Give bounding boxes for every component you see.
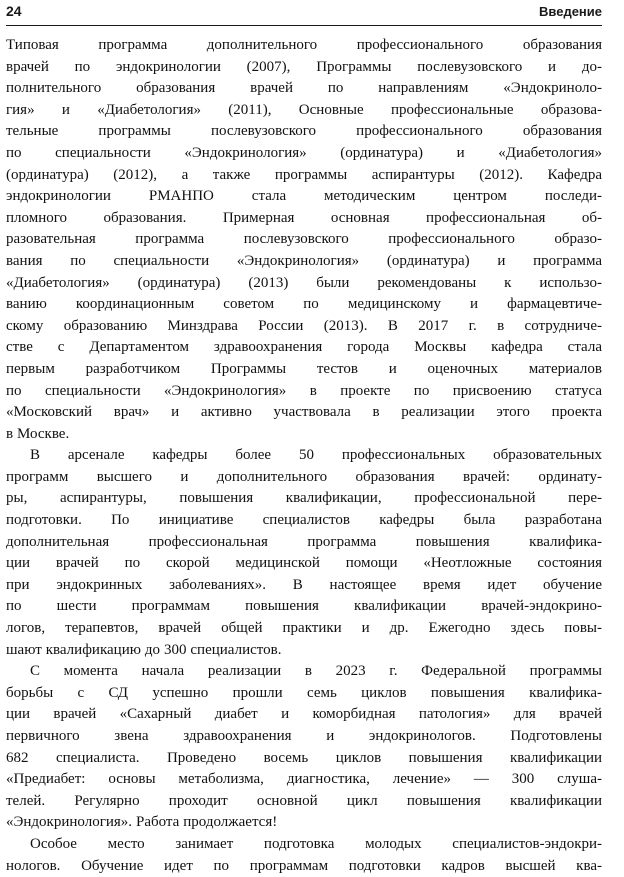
text-line: Типовая программа дополнительного профессионального образования	[6, 37, 602, 53]
text-line: «Эндокринология». Работа продолжается!	[6, 814, 278, 831]
text-line: Особое место занимает подготовка молодых специалистов-эндокри-	[30, 835, 602, 852]
text-line: программ высшего и дополнительного образования врачей: ординату-	[6, 468, 602, 485]
text-line: подготовки. По инициативе специалистов кафедры была разработана	[6, 512, 602, 529]
text-line: «Диабетология» (ординатура) (2013) были рекомендованы к использо-	[6, 274, 602, 291]
text-line: врачей по эндокринологии (2007), Программы послевузовского и до-	[6, 58, 602, 75]
text-line: (ординатура) (2012), а также программы аспирантуры (2012). Кафедра	[6, 166, 602, 183]
text-line: В арсенале кафедры более 50 профессиональных образовательных	[30, 447, 602, 464]
text-line: полнительного образования врачей по направлениям «Эндокриноло-	[6, 80, 602, 97]
text-line: логов, терапевтов, врачей общей практики и др. Ежегодно здесь повы-	[6, 620, 602, 637]
paragraph	[6, 834, 602, 877]
text-line: при эндокринных заболеваниях». В настоящее время идет обучение	[6, 576, 602, 593]
text-line: по специальности «Эндокринология» в проекте по присвоению статуса	[6, 382, 602, 399]
text-line: «Предиабет: основы метаболизма, диагностика, лечение» — 300 слуша-	[6, 771, 602, 788]
text-line: пломного образования. Примерная основная профессиональная об-	[6, 209, 602, 226]
page-number: 24	[6, 3, 22, 19]
text-line: дополнительная профессиональная программа повышения квалифика-	[6, 533, 602, 550]
body-text	[6, 35, 602, 877]
text-line: 682 специалиста. Проведено восемь циклов повышения квалификации	[6, 749, 602, 766]
paragraph	[6, 661, 602, 834]
text-line: разовательная программа послевузовского профессионального образо-	[6, 231, 602, 248]
text-line: по специальности «Эндокринология» (ординатура) и «Диабетология»	[6, 144, 602, 161]
text-line: ции врачей «Сахарный диабет и коморбидная патология» для врачей	[6, 706, 602, 723]
text-line: «Московский врач» и активно участвовала в реализации этого проекта	[6, 404, 602, 421]
paragraph	[6, 445, 602, 661]
text-line: по шести программам повышения квалификации врачей-эндокрино-	[6, 598, 602, 615]
text-line: первичного звена здравоохранения и эндокринологов. Подготовлены	[6, 728, 602, 744]
text-line: первым разработчиком Программы тестов и оценочных материалов	[6, 360, 602, 377]
text-line: ры, аспирантуры, повышения квалификации, профессиональной пере-	[6, 490, 602, 507]
text-line: вания по специальности «Эндокринология» (ординатура) и программа	[6, 252, 602, 269]
running-section-title: Введение	[539, 4, 602, 19]
text-line: тельные программы послевузовского профессионального образования	[6, 123, 602, 140]
text-line: нологов. Обучение идет по программам подготовки кадров высшей ква-	[6, 857, 602, 874]
text-line: скому образованию Минздрава России (2013). В 2017 г. в сотрудниче-	[6, 317, 602, 334]
text-line: гия» и «Диабетология» (2011), Основные профессиональные образова-	[6, 101, 602, 118]
text-line: эндокринологии РМАНПО стала методическим центром последи-	[6, 188, 602, 205]
page-header	[6, 3, 602, 26]
text-line: С момента начала реализации в 2023 г. Федеральной программы	[30, 663, 602, 680]
text-line: борьбы с СД успешно прошли семь циклов повышения квалифика-	[6, 684, 602, 701]
text-line: шают квалификацию до 300 специалистов.	[6, 641, 282, 658]
text-line: в Москве.	[6, 425, 70, 442]
text-line: ванию координационным советом по медицинскому и фармацевтиче-	[6, 296, 602, 313]
text-line: телей. Регулярно проходит основной цикл повышения квалификации	[6, 792, 602, 809]
paragraph	[6, 35, 602, 445]
text-line: стве с Департаментом здравоохранения города Москвы кафедра стала	[6, 339, 602, 356]
text-line: ции врачей по скорой медицинской помощи «Неотложные состояния	[6, 555, 602, 572]
